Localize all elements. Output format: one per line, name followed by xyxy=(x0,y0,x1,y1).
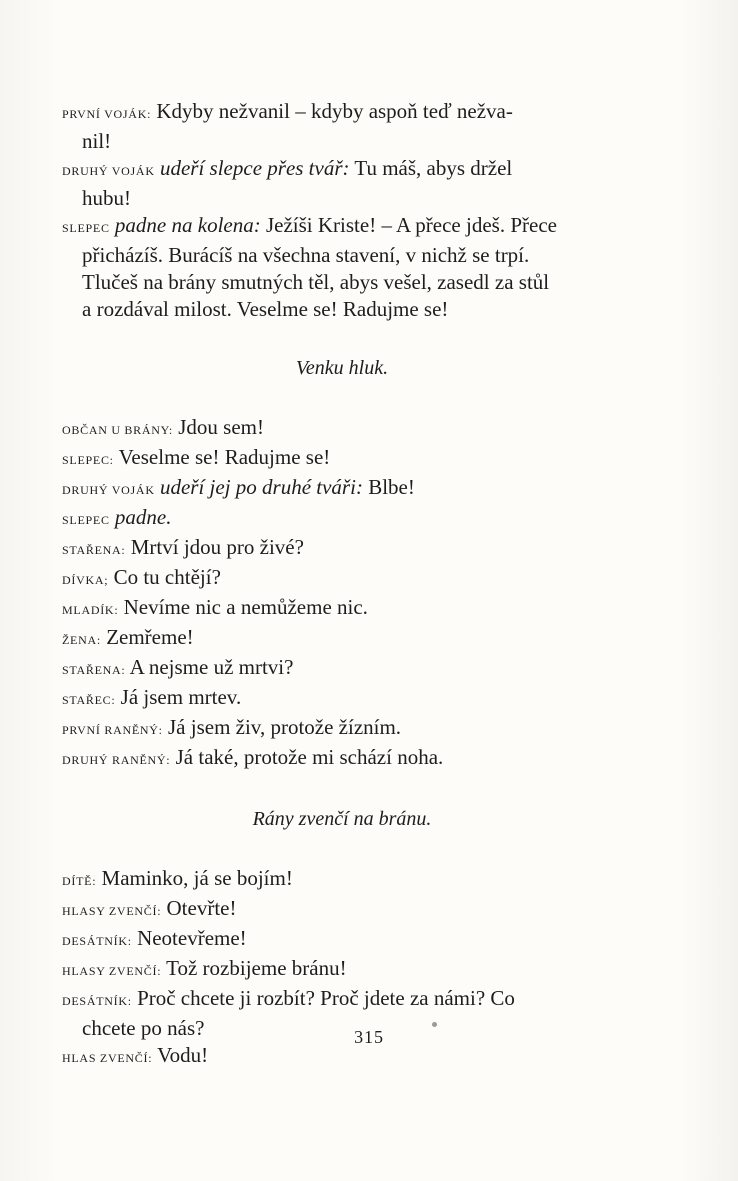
dialogue-line xyxy=(62,212,622,242)
speaker: STAŘEC: xyxy=(62,693,116,707)
speech: Tož rozbijeme bránu! xyxy=(161,956,347,980)
dialogue-line xyxy=(62,534,622,564)
speaker: SLEPEC xyxy=(62,221,110,235)
speech: Vodu! xyxy=(152,1043,209,1067)
speech: hubu! xyxy=(82,186,131,210)
dialogue-line xyxy=(62,714,622,744)
dialogue-continuation xyxy=(62,269,622,296)
dialogue-line xyxy=(62,474,622,504)
speech: Jdou sem! xyxy=(173,415,264,439)
dialogue-line xyxy=(62,624,622,654)
speech: nil! xyxy=(82,129,112,153)
speech: Proč chcete ji rozbít? Proč jdete za námi? Co xyxy=(131,986,515,1010)
speech: A nejsme už mrtvi? xyxy=(125,655,294,679)
speaker: SLEPEC xyxy=(62,513,110,527)
stage-direction: Venku hluk. xyxy=(295,357,389,379)
dialogue-line xyxy=(62,564,622,594)
stage-note: udeří slepce přes tvář: xyxy=(154,156,350,180)
dialogue-line xyxy=(62,155,622,185)
dialogue-line xyxy=(62,925,622,955)
stage-note: padne na kolena: xyxy=(109,213,261,237)
speech: Co tu chtějí? xyxy=(108,565,221,589)
dialogue-continuation xyxy=(62,242,622,269)
speaker: DRUHÝ RANĚNÝ: xyxy=(62,753,171,767)
dialogue-line xyxy=(62,504,622,534)
dialogue-line xyxy=(62,744,622,774)
dialogue-line xyxy=(62,594,622,624)
stage-note: padne. xyxy=(109,505,172,529)
stage-note: udeří jej po druhé tváři: xyxy=(154,475,363,499)
speaker: HLASY ZVENČÍ: xyxy=(62,964,162,978)
dialogue-line xyxy=(62,865,622,895)
speech: Blbe! xyxy=(362,475,415,499)
dialogue-line xyxy=(62,955,622,985)
speaker: SLEPEC: xyxy=(62,453,114,467)
speaker: STAŘENA: xyxy=(62,663,126,677)
dialogue-line xyxy=(62,895,622,925)
speech: Já jsem mrtev. xyxy=(115,685,242,709)
speaker: DESÁTNÍK: xyxy=(62,994,132,1008)
dialogue-line xyxy=(62,444,622,474)
dialogue-line xyxy=(62,414,622,444)
speaker: ŽENA: xyxy=(62,633,101,647)
speaker: HLAS ZVENČÍ: xyxy=(62,1051,153,1065)
speech: Veselme se! Radujme se! xyxy=(113,445,331,469)
speaker: OBČAN U BRÁNY: xyxy=(62,423,173,437)
speech: Ježíši Kriste! – A přece jdeš. Přece xyxy=(260,213,557,237)
speech: přicházíš. Burácíš na všechna stavení, v nichž se trpí. xyxy=(82,243,530,267)
speech: a rozdával milost. Veselme se! Radujme se! xyxy=(82,297,449,321)
speech: Tu máš, abys držel xyxy=(349,156,513,180)
play-text xyxy=(62,98,622,1072)
speaker: DRUHÝ VOJÁK xyxy=(62,483,155,497)
speech: Maminko, já se bojím! xyxy=(96,866,293,890)
speech: Otevřte! xyxy=(161,896,237,920)
speech: Já také, protože mi schází noha. xyxy=(170,745,444,769)
speech: Mrtví jdou pro živé? xyxy=(125,535,304,559)
speaker: DESÁTNÍK: xyxy=(62,934,132,948)
speech: chcete po nás? xyxy=(82,1016,205,1040)
speech: Tlučeš na brány smutných těl, abys vešel, zasedl za stůl xyxy=(82,270,550,294)
speaker: PRVNÍ VOJÁK: xyxy=(62,107,152,121)
speaker: PRVNÍ RANĚNÝ: xyxy=(62,723,163,737)
speaker: MLADÍK: xyxy=(62,603,119,617)
speech: Kdyby nežvanil – kdyby aspoň teď nežva- xyxy=(151,99,513,123)
speaker: HLASY ZVENČÍ: xyxy=(62,904,162,918)
page-number: 315 xyxy=(354,1027,384,1047)
speaker: DRUHÝ VOJÁK xyxy=(62,164,155,178)
dialogue-line xyxy=(62,98,622,128)
speaker: STAŘENA: xyxy=(62,543,126,557)
dialogue-continuation xyxy=(62,128,622,155)
dialogue-continuation xyxy=(62,185,622,212)
dialogue-line xyxy=(62,684,622,714)
speaker: DÍTĚ: xyxy=(62,874,97,888)
speech: Nevíme nic a nemůžeme nic. xyxy=(118,595,368,619)
dialogue-continuation xyxy=(62,296,622,323)
speaker: DÍVKA; xyxy=(62,573,109,587)
dialogue-line xyxy=(62,985,622,1015)
speech: Neotevřeme! xyxy=(131,926,247,950)
dialogue-line xyxy=(62,654,622,684)
speech: Já jsem živ, protože žízním. xyxy=(162,715,402,739)
stage-direction: Rány zvenčí na bránu. xyxy=(252,808,432,830)
speech: Zemřeme! xyxy=(100,625,194,649)
